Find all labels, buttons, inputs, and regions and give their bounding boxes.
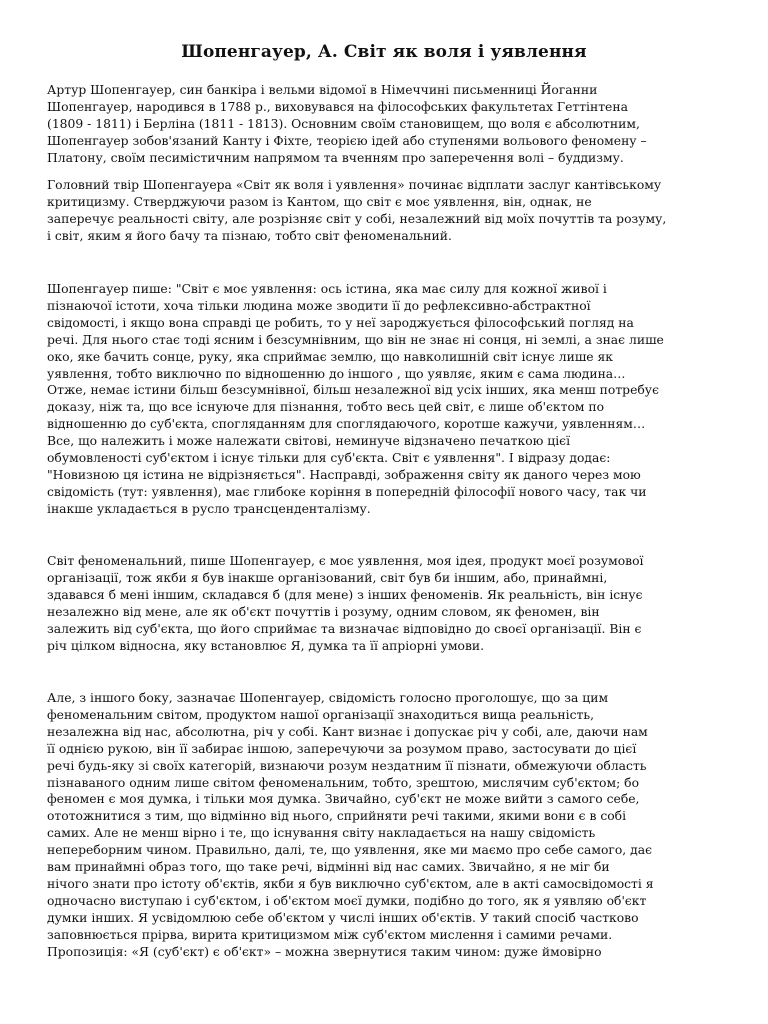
text-line: відношенню до суб'єкта, спогляданням для споглядаючого, коротше кажучи, уявленням… bbox=[47, 417, 646, 432]
text-line: Шопенгауер пише: "Світ є моє уявлення: ось істина, яка має силу для кожної живої і bbox=[47, 282, 607, 296]
text-line: Шопенгауер зобов'язаний Канту і Фіхте, теорією ідей або ступенями вольового феномену – bbox=[47, 133, 647, 148]
text-line: її однією рукою, він її забирає іншою, заперечуючи за розумом право, застосувати до цієї bbox=[47, 741, 637, 756]
text-line: Платону, своїм песимістичним напрямом та вченням про заперечення волі – буддизму. bbox=[47, 150, 624, 165]
text-line: Артур Шопенгауер, син банкіра і вельми відомої в Німеччині письменниці Йоганни bbox=[47, 83, 598, 97]
text-line: око, яке бачить сонце, руку, яка сприймає землю, що навколишній світ існує лише як bbox=[47, 349, 614, 364]
text-line: незалежно від мене, але як об'єкт почуттів і розуму, одним словом, як феномен, він bbox=[47, 604, 600, 619]
text-line: здавався б мені іншим, складався б (для мене) з інших феноменів. Як реальність, він існує bbox=[47, 587, 643, 602]
text-line: уявлення, тобто виключно по відношенню до іншого , що уявляє, яким є сама людина… bbox=[47, 366, 626, 381]
paragraph-quote bbox=[47, 281, 737, 518]
text-line: самих. Але не менш вірно і те, що існування світу накладається на нашу свідомість bbox=[47, 826, 596, 841]
text-line: феноменальним світом, продуктом нашої організації знаходиться вища реальність, bbox=[47, 707, 594, 722]
text-line: свідомості, і якщо вона справді це робить, то у неї зароджується філософський погляд на bbox=[47, 315, 634, 330]
text-line: доказу, ніж та, що все існуюче для пізнання, тобто весь цей світ, є лише об'єктом по bbox=[47, 400, 605, 415]
text-line: обумовленості суб'єктом і існує тільки для суб'єкта. Світ є уявлення". І відразу додає: bbox=[47, 451, 611, 466]
paragraph-biography bbox=[47, 82, 737, 167]
text-line: пізнаючої істоти, хоча тільки людина може зводити її до рефлексивно-абстрактної bbox=[47, 298, 591, 313]
text-line: Все, що належить і може належати світові, неминуче відзначено печаткою цієї bbox=[47, 434, 571, 449]
text-line: непереборним чином. Правильно, далі, те, що уявлення, яке ми маємо про себе самого, дає bbox=[47, 843, 653, 858]
text-line: свідомість (тут: уявлення), має глибоке коріння в попередній філософії нового часу, так чи bbox=[47, 484, 647, 499]
text-line: вам принаймні образ того, що таке речі, відмінні від нас самих. Звичайно, я не міг би bbox=[47, 860, 610, 875]
text-line: Шопенгауер, народився в 1788 р., виховувався на філософських факультетах Геттінтена bbox=[47, 99, 628, 114]
text-line: (1809 - 1811) і Берліна (1811 - 1813). Основним своїм становищем, що воля є абсолютним, bbox=[47, 116, 640, 131]
text-line: речі. Для нього стає тоді ясним і безсумнівним, що він не знає ні сонця, ні землі, а знає лише bbox=[47, 332, 664, 347]
text-line: річ цілком відносна, яку встановлює Я, думка та її апріорні умови. bbox=[47, 638, 485, 653]
text-line: Пропозиція: «Я (суб'єкт) є об'єкт» – можна звернутися таким чином: дуже ймовірно bbox=[47, 944, 602, 959]
text-line: Світ феноменальний, пише Шопенгауер, є моє уявлення, моя ідея, продукт моєї розумової bbox=[47, 554, 644, 568]
text-line: Але, з іншого боку, зазначає Шопенгауер, свідомість голосно проголошує, що за цим bbox=[47, 691, 609, 705]
text-line: критицизму. Стверджуючи разом із Кантом, що світ є моє уявлення, він, однак, не bbox=[47, 194, 592, 209]
text-line: заповнюється прірва, вирита критицизмом між суб'єктом мислення і самими речами. bbox=[47, 927, 613, 942]
paragraph-phenomenal-world bbox=[47, 553, 737, 654]
text-line: заперечує реальності світу, але розрізняє світ у собі, незалежний від моїх почуттів та розуму, bbox=[47, 211, 667, 226]
text-line: ототожнитися з тим, що відмінно від нього, сприйняти речі такими, якими вони є в собі bbox=[47, 809, 627, 824]
document-title: Шопенгауер, А. Світ як воля і уявлення bbox=[181, 42, 587, 62]
text-line: феномен є моя думка, і тільки моя думка. Звичайно, суб'єкт не може вийти з самого себе, bbox=[47, 792, 640, 807]
text-line: думки інших. Я усвідомлюю себе об'єктом у числі інших об'єктів. У такий спосіб частково bbox=[47, 910, 639, 925]
text-line: нічого знати про істоту об'єктів, якби я був виключно суб'єктом, але в акті самосвідомості я bbox=[47, 876, 654, 891]
text-line: залежить від суб'єкта, що його сприймає та визначає відповідно до своєї організації. Він є bbox=[47, 621, 642, 636]
text-line: Отже, немає істини більш безсумнівної, більш незалежної від усіх інших, яка менш потребує bbox=[47, 383, 659, 398]
text-line: одночасно виступаю і суб'єктом, і об'єктом моєї думки, подібно до того, як я уявляю об'єкт bbox=[47, 893, 647, 908]
text-line: інакше укладається в русло трансценденталізму. bbox=[47, 501, 371, 516]
text-line: речі будь-яку зі своїх категорій, визнаючи розум нездатним її пізнати, обмежуючи область bbox=[47, 758, 647, 773]
text-line: "Новизною ця істина не відрізняється". Насправді, зображення світу як даного через мою bbox=[47, 467, 641, 482]
text-line: пізнаваного одним лише світом феноменальним, тобто, зрештою, мислячим суб'єктом; бо bbox=[47, 775, 640, 790]
text-line: Головний твір Шопенгауера «Світ як воля і уявлення» починає відплати заслуг кантівському bbox=[47, 178, 662, 192]
text-line: незалежна від нас, абсолютна, річ у собі. Кант визнає і допускає річ у собі, але, даючи нам bbox=[47, 724, 648, 739]
paragraph-main-work bbox=[47, 177, 737, 245]
text-line: і світ, яким я його бачу та пізнаю, тобто світ феноменальний. bbox=[47, 228, 452, 243]
paragraph-thing-in-itself bbox=[47, 690, 737, 961]
text-line: організації, тож якби я був інакше організований, світ був би іншим, або, принаймні, bbox=[47, 570, 608, 585]
